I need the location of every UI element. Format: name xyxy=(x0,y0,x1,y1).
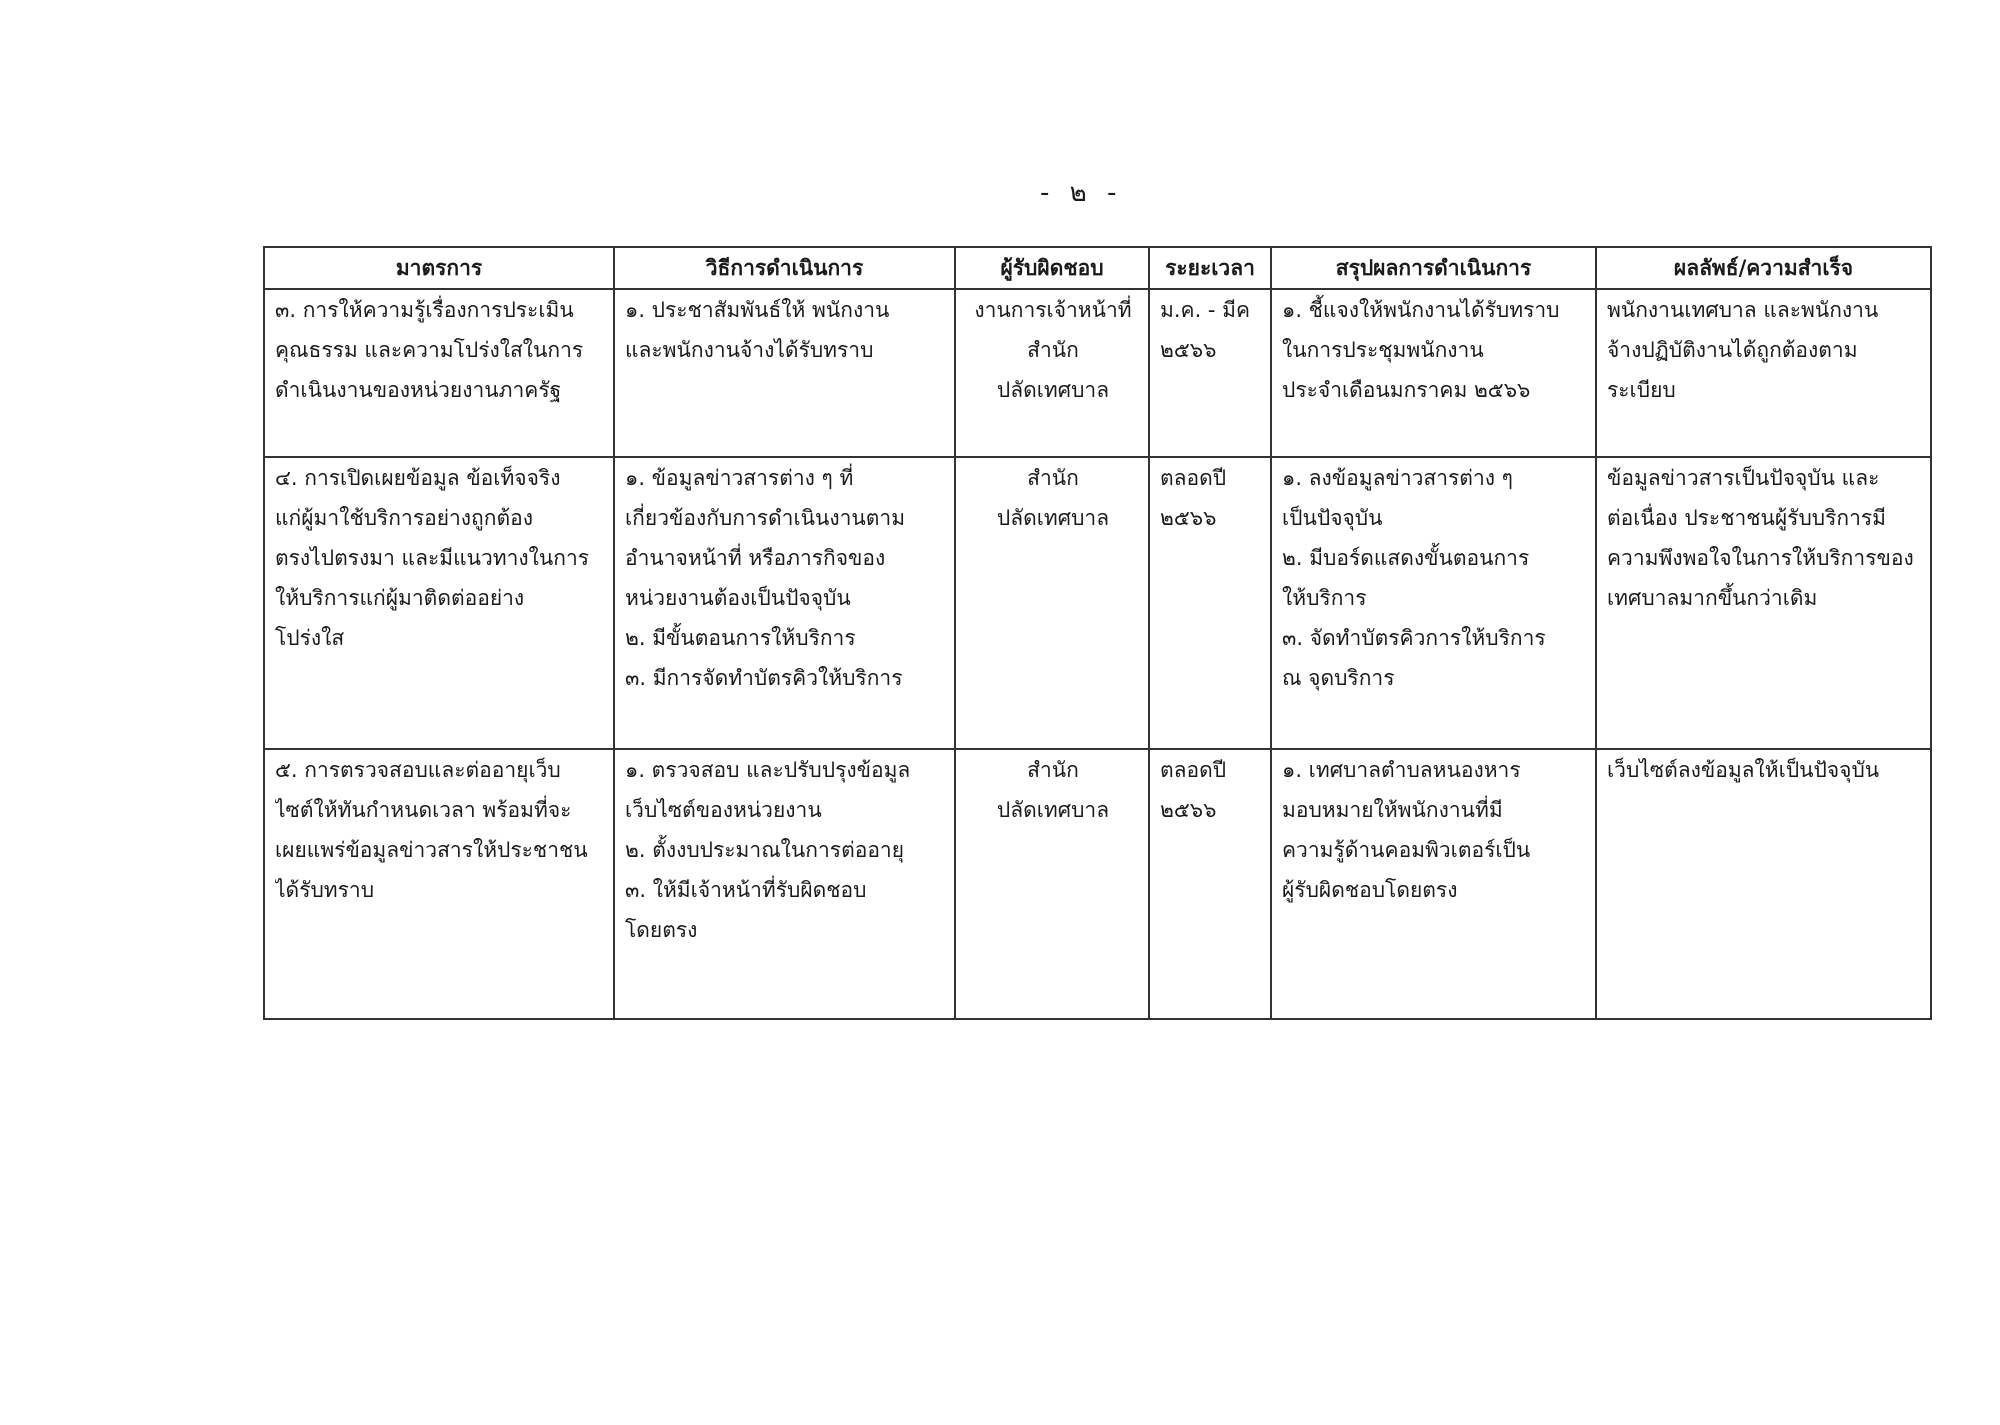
cell-line: ๑. ประชาสัมพันธ์ให้ พนักงาน xyxy=(625,298,890,322)
cell-line: ปลัดเทศบาล xyxy=(996,506,1110,530)
cell-line: ณ จุดบริการ xyxy=(1282,666,1395,690)
header-measure: มาตรการ xyxy=(264,247,614,289)
cell-line: ข้อมูลข่าวสารเป็นปัจจุบัน และ xyxy=(1607,466,1880,490)
cell-method xyxy=(614,749,955,1019)
cell-line: ตรงไปตรงมา และมีแนวทางในการ xyxy=(275,546,590,570)
cell-line: ความรู้ด้านคอมพิวเตอร์เป็น xyxy=(1282,838,1531,862)
table-header-row xyxy=(264,247,1931,289)
cell-line: ในการประชุมพนักงาน xyxy=(1282,338,1484,362)
cell-line: ๓. ให้มีเจ้าหน้าที่รับผิดชอบ xyxy=(625,878,867,902)
cell-line: สำนัก xyxy=(1027,338,1079,362)
cell-result xyxy=(1596,289,1931,457)
cell-result xyxy=(1596,457,1931,749)
cell-line: ปลัดเทศบาล xyxy=(996,378,1110,402)
cell-result xyxy=(1596,749,1931,1019)
cell-line: ๓. มีการจัดทำบัตรคิวให้บริการ xyxy=(625,666,903,690)
cell-responsible xyxy=(955,749,1149,1019)
cell-period xyxy=(1149,289,1271,457)
cell-line: สำนัก xyxy=(1027,466,1079,490)
cell-line: โปร่งใส xyxy=(275,626,345,650)
cell-line: ๑. ลงข้อมูลข่าวสารต่าง ๆ xyxy=(1282,466,1513,490)
cell-line: ดำเนินงานของหน่วยงานภาครัฐ xyxy=(275,378,562,402)
cell-line: ผู้รับผิดชอบโดยตรง xyxy=(1282,878,1458,902)
cell-summary xyxy=(1271,749,1596,1019)
cell-line: เกี่ยวข้องกับการดำเนินงานตาม xyxy=(625,506,906,530)
cell-line: พนักงานเทศบาล และพนักงาน xyxy=(1607,298,1879,322)
cell-line: มอบหมายให้พนักงานที่มี xyxy=(1282,798,1503,822)
cell-line: งานการเจ้าหน้าที่ xyxy=(974,298,1132,322)
cell-line: อำนาจหน้าที่ หรือภารกิจของ xyxy=(625,546,886,570)
cell-line: ๔. การเปิดเผยข้อมูล ข้อเท็จจริง xyxy=(275,466,561,490)
cell-method xyxy=(614,457,955,749)
cell-responsible xyxy=(955,289,1149,457)
cell-line: ให้บริการแก่ผู้มาติดต่ออย่าง xyxy=(275,586,525,610)
cell-line: หน่วยงานต้องเป็นปัจจุบัน xyxy=(625,586,851,610)
cell-line: ๕. การตรวจสอบและต่ออายุเว็บ xyxy=(275,758,561,782)
cell-line: ๒๕๖๖ xyxy=(1160,506,1217,530)
cell-line: ไซต์ให้ทันกำหนดเวลา พร้อมที่จะ xyxy=(275,798,572,822)
cell-line: ปลัดเทศบาล xyxy=(996,798,1110,822)
cell-line: เว็บไซต์ของหน่วยงาน xyxy=(625,798,822,822)
page-number: - ๒ - xyxy=(1040,178,1123,208)
cell-period xyxy=(1149,749,1271,1019)
cell-line: ๒. มีขั้นตอนการให้บริการ xyxy=(625,626,856,650)
cell-line: เทศบาลมากขึ้นกว่าเดิม xyxy=(1607,586,1818,610)
measures-table xyxy=(263,246,1932,1020)
cell-line: ๒๕๖๖ xyxy=(1160,798,1217,822)
cell-line: สำนัก xyxy=(1027,758,1079,782)
cell-measure xyxy=(264,289,614,457)
header-method: วิธีการดำเนินการ xyxy=(614,247,955,289)
cell-line: เป็นปัจจุบัน xyxy=(1282,506,1383,530)
cell-line: เผยแพร่ข้อมูลข่าวสารให้ประชาชน xyxy=(275,838,588,862)
cell-line: และพนักงานจ้างได้รับทราบ xyxy=(625,338,874,362)
cell-line: ตลอดปี xyxy=(1160,758,1227,782)
cell-line: ตลอดปี xyxy=(1160,466,1227,490)
cell-line: ๓. จัดทำบัตรคิวการให้บริการ xyxy=(1282,626,1546,650)
cell-line: ความพึงพอใจในการให้บริการของ xyxy=(1607,546,1914,570)
cell-line: ระเบียบ xyxy=(1607,378,1676,402)
cell-line: ให้บริการ xyxy=(1282,586,1367,610)
cell-line: ๑. ข้อมูลข่าวสารต่าง ๆ ที่ xyxy=(625,466,854,490)
cell-responsible xyxy=(955,457,1149,749)
cell-line: ได้รับทราบ xyxy=(275,878,375,902)
cell-line: ม.ค. - มีค xyxy=(1160,298,1251,322)
table-row xyxy=(264,457,1931,749)
cell-line: ๒. ตั้งงบประมาณในการต่ออายุ xyxy=(625,838,905,862)
cell-summary xyxy=(1271,457,1596,749)
cell-line: ๒๕๖๖ xyxy=(1160,338,1217,362)
cell-period xyxy=(1149,457,1271,749)
cell-measure xyxy=(264,749,614,1019)
cell-line: ๑. เทศบาลตำบลหนองหาร xyxy=(1282,758,1521,782)
cell-line: ๓. การให้ความรู้เรื่องการประเมิน xyxy=(275,298,574,322)
cell-summary xyxy=(1271,289,1596,457)
cell-line: เว็บไซต์ลงข้อมูลให้เป็นปัจจุบัน xyxy=(1607,758,1880,782)
cell-method xyxy=(614,289,955,457)
table-row xyxy=(264,749,1931,1019)
cell-line: ๒. มีบอร์ดแสดงขั้นตอนการ xyxy=(1282,546,1530,570)
cell-line: ต่อเนื่อง ประชาชนผู้รับบริการมี xyxy=(1607,506,1887,530)
header-responsible: ผู้รับผิดชอบ xyxy=(955,247,1149,289)
cell-line: โดยตรง xyxy=(625,918,698,942)
cell-line: แก่ผู้มาใช้บริการอย่างถูกต้อง xyxy=(275,506,533,530)
cell-measure xyxy=(264,457,614,749)
cell-line: จ้างปฏิบัติงานได้ถูกต้องตาม xyxy=(1607,338,1858,362)
header-result: ผลลัพธ์/ความสำเร็จ xyxy=(1596,247,1931,289)
cell-line: ๑. ชี้แจงให้พนักงานได้รับทราบ xyxy=(1282,298,1560,322)
table-row xyxy=(264,289,1931,457)
header-summary: สรุปผลการดำเนินการ xyxy=(1271,247,1596,289)
cell-line: คุณธรรม และความโปร่งใสในการ xyxy=(275,338,584,362)
cell-line: ประจำเดือนมกราคม ๒๕๖๖ xyxy=(1282,378,1531,402)
cell-line: ๑. ตรวจสอบ และปรับปรุงข้อมูล xyxy=(625,758,911,782)
header-period: ระยะเวลา xyxy=(1149,247,1271,289)
